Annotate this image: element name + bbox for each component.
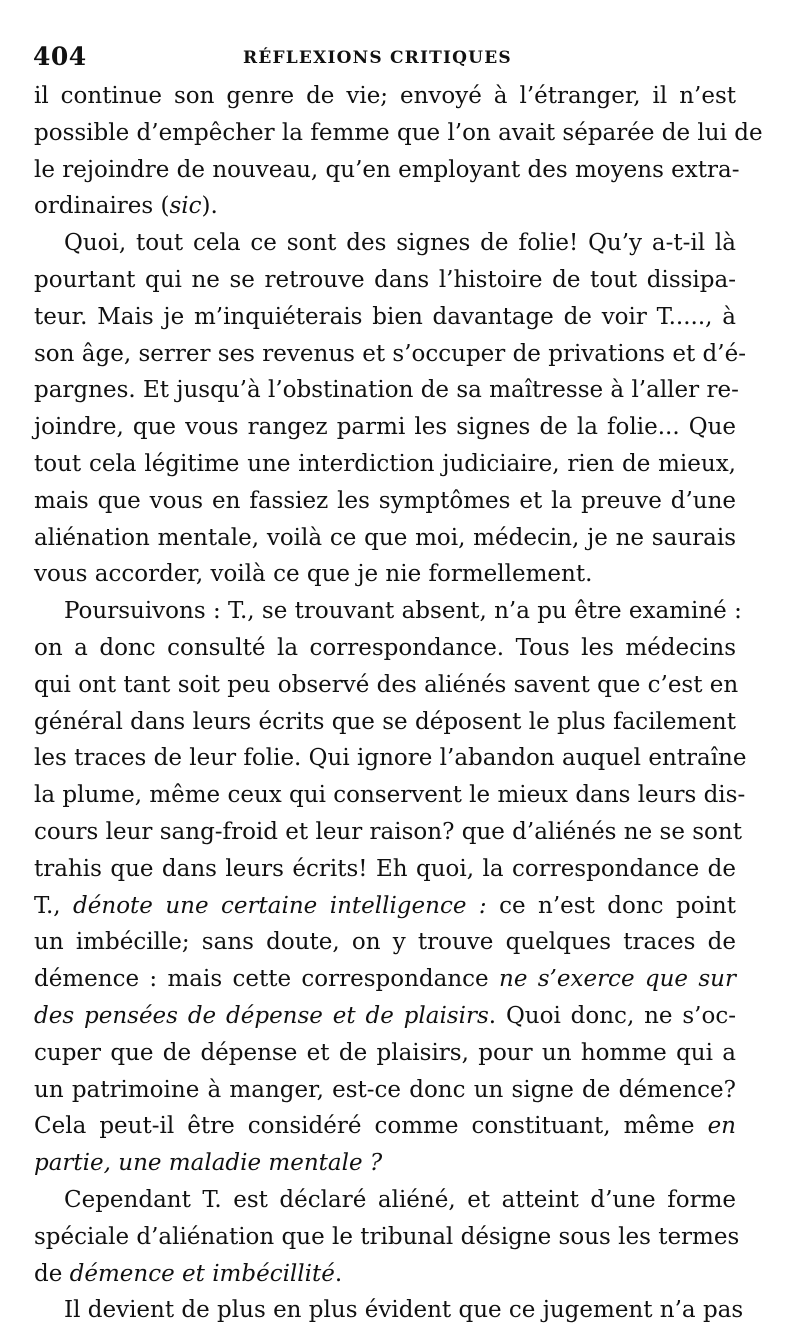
paragraph-start-line: Quoi, tout cela ce sont des signes de folie! Qu’y a-t-il là [64,230,736,257]
text-line: mais que vous en fassiez les symptômes et la preuve d’une [34,487,736,514]
text-line: trahis que dans leurs écrits! Eh quoi, la correspondance de [34,855,736,882]
text-line: teur. Mais je m’inquiéterais bien davantage de voir T....., à [34,303,736,330]
running-head: RÉFLEXIONS CRITIQUES [243,48,512,68]
text-line: la plume, même ceux qui conservent le mieux dans leurs dis- [34,782,746,809]
text-line: les traces de leur folie. Qui ignore l’abandon auquel entraîne [34,745,747,772]
text-line: on a donc consulté la correspondance. Tous les médecins [34,634,736,661]
text-line: joindre, que vous rangez parmi les signes de la folie... Que [34,414,736,441]
text-line: vous accorder, voilà ce que je nie formellement. [34,561,593,588]
text-line: Cela peut-il être considéré comme constituant, même en [34,1113,736,1140]
text-line: tout cela légitime une interdiction judiciaire, rien de mieux, [34,450,736,477]
text-line: il continue son genre de vie; envoyé à l’étranger, il n’est [34,83,736,109]
paragraph-start-line: Cependant T. est déclaré aliéné, et atteint d’une forme [64,1186,736,1213]
text-line: pourtant qui ne se retrouve dans l’histoire de tout dissipa- [34,266,736,293]
text-line: un imbécille; sans doute, on y trouve quelques traces de [34,929,736,956]
text-line: démence : mais cette correspondance ne s’exerce que sur [34,966,736,993]
page-number: 404 [33,42,87,71]
text-line: cuper que de dépense et de plaisirs, pour un homme qui a [34,1039,736,1066]
text-line: T., dénote une certaine intelligence : ce n’est donc point [34,892,736,919]
text-line: cours leur sang-froid et leur raison? que d’aliénés ne se sont [34,818,742,845]
text-line: le rejoindre de nouveau, qu’en employant des moyens extra- [34,156,740,183]
text-line: pargnes. Et jusqu’à l’obstination de sa maîtresse à l’aller re- [34,377,739,404]
text-line: spéciale d’aliénation que le tribunal désigne sous les termes [34,1223,740,1250]
text-line: son âge, serrer ses revenus et s’occuper de privations et d’é- [34,340,746,367]
text-line: partie, une maladie mentale ? [34,1150,383,1177]
text-line: des pensées de dépense et de plaisirs. Quoi donc, ne s’oc- [34,1002,736,1029]
text-line: ordinaires (sic). [34,193,218,220]
text-line: général dans leurs écrits que se déposent le plus facilement [34,708,736,735]
text-line: un patrimoine à manger, est-ce donc un signe de démence? [34,1076,736,1103]
paragraph-start-line: Il devient de plus en plus évident que ce jugement n’a pas [64,1297,744,1324]
page-header [33,40,733,80]
body-text [34,78,763,1329]
text-line: aliénation mentale, voilà ce que moi, médecin, je ne saurais [34,524,736,551]
text-line: qui ont tant soit peu observé des aliénés savent que c’est en [34,671,739,698]
paragraph-start-line: Poursuivons : T., se trouvant absent, n’a pu être examiné : [64,598,742,625]
text-line: possible d’empêcher la femme que l’on avait séparée de lui de [34,119,763,146]
text-line: de démence et imbécillité. [34,1260,343,1287]
